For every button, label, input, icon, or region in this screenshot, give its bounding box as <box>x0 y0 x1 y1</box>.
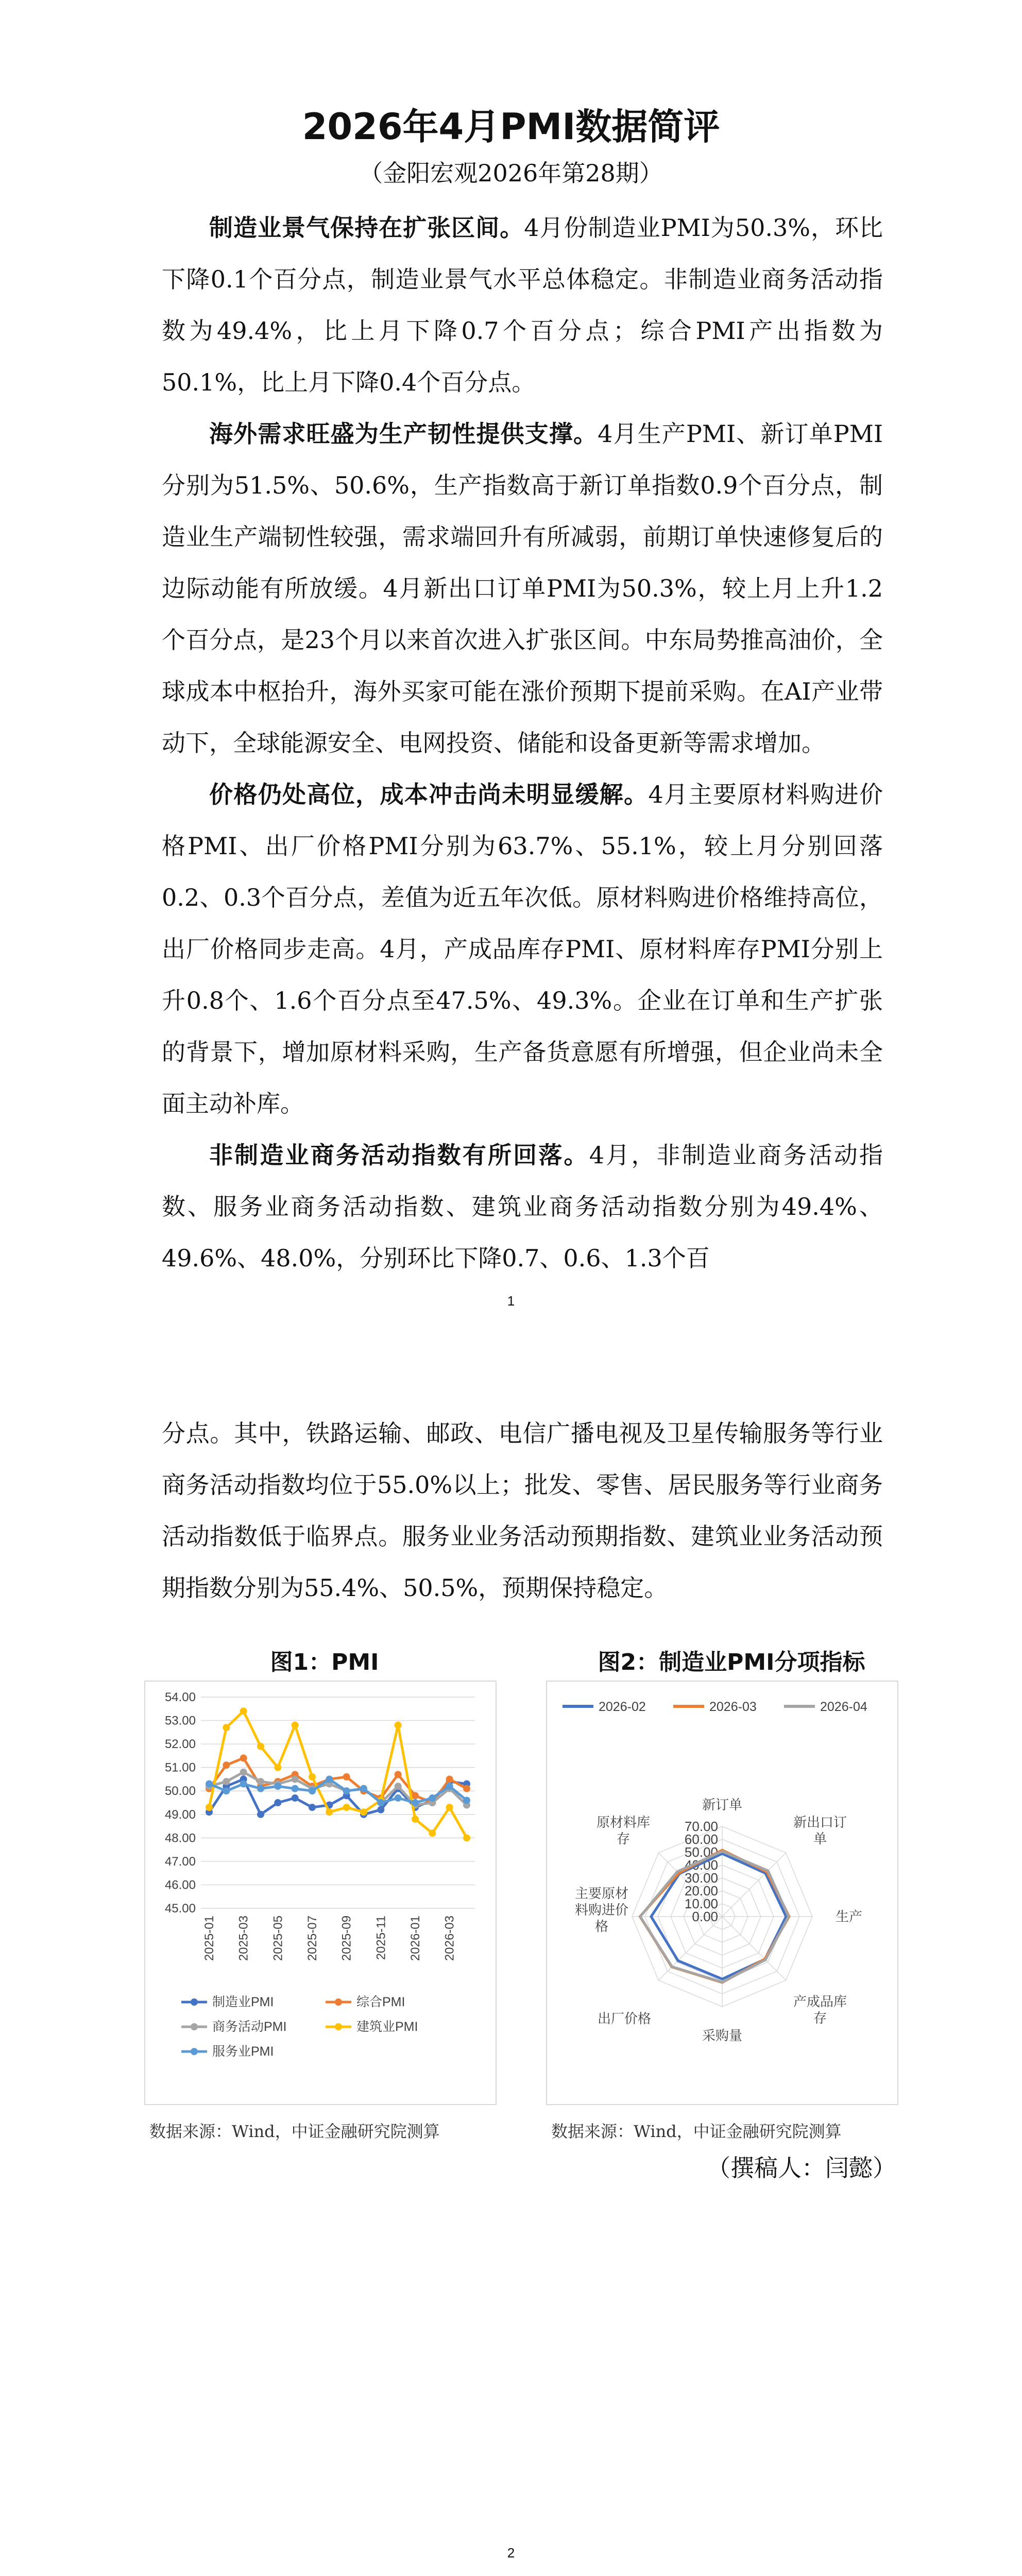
y-tick-label: 45.00 <box>164 1902 196 1916</box>
figure-1-chart <box>144 1681 497 2105</box>
paragraph-4 <box>162 1129 883 1284</box>
r-tick-label: 10.00 <box>684 1896 718 1911</box>
data-point <box>223 1761 230 1769</box>
legend-marker <box>191 2023 198 2030</box>
y-tick-label: 48.00 <box>164 1831 196 1845</box>
legend-label: 制造业PMI <box>212 1995 274 2009</box>
paragraph-1-text: 4月份制造业PMI为50.3%，环比下降0.1个百分点，制造业景气水平总体稳定。非制造业商务活动指数为49.4%，比上月下降0.7个百分点；综合PMI产出指数为50.1%，比上月下降0.4个百分点。 <box>162 214 883 396</box>
paragraph-2 <box>162 408 883 769</box>
legend-label: 商务活动PMI <box>212 2020 287 2034</box>
data-point <box>326 1775 333 1783</box>
paragraph-1 <box>162 202 883 408</box>
data-point <box>240 1707 247 1715</box>
data-point <box>395 1794 402 1802</box>
data-point <box>206 1804 213 1811</box>
legend-marker <box>191 1998 198 2006</box>
r-tick-label: 50.00 <box>684 1844 718 1860</box>
page-number-1: 1 <box>507 1293 515 1309</box>
data-point <box>463 1797 470 1804</box>
data-point <box>360 1785 367 1792</box>
data-point <box>429 1794 436 1802</box>
data-point <box>257 1811 264 1818</box>
data-point <box>292 1722 299 1729</box>
data-point <box>274 1783 281 1790</box>
data-point <box>463 1785 470 1792</box>
x-tick-label: 2025-01 <box>202 1916 216 1961</box>
r-tick-label: 0.00 <box>692 1909 718 1924</box>
data-point <box>429 1829 436 1837</box>
x-tick-label: 2025-09 <box>339 1916 354 1961</box>
data-point <box>223 1778 230 1785</box>
paragraph-4-lead: 非制造业商务活动指数有所回落。 <box>209 1141 589 1169</box>
data-point <box>292 1785 299 1792</box>
data-point <box>395 1722 402 1729</box>
y-tick-label: 49.00 <box>164 1807 196 1822</box>
paragraph-2-text: 4月生产PMI、新订单PMI分别为51.5%、50.6%，生产指数高于新订单指数0.9个百分点，制造业生产端韧性较强，需求端回升有所减弱，前期订单快速修复后的边际动能有所放缓。4月新出口订单PMI为50.3%，较上月上升1.2个百分点，是23个月以来首次进入扩张区间。中东局势推高油价，全球成本中枢抬升，海外买家可能在涨价预期下提前采购。在AI产业带动下，全球能源安全、电网投资、储能和设备更新等需求增加。 <box>162 420 883 757</box>
paragraph-3-lead: 价格仍处高位，成本冲击尚未明显缓解。 <box>209 781 649 808</box>
data-point <box>412 1799 419 1806</box>
y-tick-label: 51.00 <box>164 1760 196 1775</box>
figure-2-chart <box>546 1681 898 2105</box>
paragraph-4-text: 4月，非制造业商务活动指数、服务业商务活动指数、建筑业商务活动指数分别为49.4%、49.6%、48.0%，分别环比下降0.7、0.6、1.3个百 <box>162 1141 883 1272</box>
data-point <box>309 1787 316 1794</box>
radar-spoke <box>722 1917 786 1980</box>
x-tick-label: 2025-07 <box>305 1916 319 1961</box>
legend-label: 建筑业PMI <box>356 2020 418 2034</box>
legend-label: 2026-04 <box>820 1700 867 1714</box>
data-point <box>360 1808 367 1816</box>
y-tick-label: 53.00 <box>164 1714 196 1728</box>
data-point <box>395 1771 402 1778</box>
category-label: 原材料库存 <box>596 1815 651 1846</box>
y-tick-label: 50.00 <box>164 1784 196 1799</box>
data-point <box>463 1834 470 1841</box>
data-point <box>274 1799 281 1806</box>
legend-marker <box>335 1998 342 2006</box>
paragraph-3-text: 4月主要原材料购进价格PMI、出厂价格PMI分别为63.7%、55.1%，较上月分别回落0.2、0.3个百分点，差值为近五年次低。原材料购进价格维持高位，出厂价格同步走高。4月，产成品库存PMI、原材料库存PMI分别上升0.8个、1.6个百分点至47.5%、49.3%。企业在订单和生产扩张的背景下，增加原材料采购，生产备货意愿有所增强，但企业尚未全面主动补库。 <box>162 781 883 1117</box>
data-point <box>240 1754 247 1761</box>
figure-2-source: 数据来源：Wind，中证金融研究院测算 <box>551 2122 842 2141</box>
legend-label: 服务业PMI <box>212 2044 274 2059</box>
r-tick-label: 40.00 <box>684 1857 718 1873</box>
data-point <box>292 1775 299 1783</box>
y-tick-label: 47.00 <box>164 1854 196 1869</box>
continuation-text <box>162 1408 883 1614</box>
r-tick-label: 20.00 <box>684 1883 718 1899</box>
series-line-2 <box>209 1758 467 1803</box>
data-point <box>446 1783 453 1790</box>
paragraph-1-lead: 制造业景气保持在扩张区间。 <box>209 214 524 242</box>
data-point <box>326 1808 333 1816</box>
data-point <box>309 1773 316 1781</box>
legend-label: 综合PMI <box>356 1995 405 2009</box>
data-point <box>274 1764 281 1771</box>
radar-spoke <box>658 1917 722 1980</box>
paragraph-2-lead: 海外需求旺盛为生产韧性提供支撑。 <box>209 420 598 448</box>
body-text <box>162 202 883 1284</box>
y-tick-label: 52.00 <box>164 1737 196 1752</box>
category-label: 生产 <box>836 1909 863 1924</box>
category-label: 新订单 <box>702 1797 743 1812</box>
category-label: 主要原材料购进价格 <box>574 1886 629 1934</box>
legend-label: 2026-02 <box>599 1700 646 1714</box>
legend-label: 2026-03 <box>709 1700 757 1714</box>
data-point <box>395 1783 402 1790</box>
pmi-radar-chart <box>547 1682 897 2104</box>
category-label: 新出口订单 <box>793 1815 847 1846</box>
data-point <box>223 1724 230 1731</box>
legend-marker <box>191 2048 198 2055</box>
r-tick-label: 60.00 <box>684 1832 718 1847</box>
r-tick-label: 70.00 <box>684 1819 718 1834</box>
figure-1-source: 数据来源：Wind，中证金融研究院测算 <box>149 2122 440 2141</box>
data-point <box>257 1743 264 1750</box>
data-point <box>412 1816 419 1823</box>
data-point <box>257 1785 264 1792</box>
x-tick-label: 2026-03 <box>442 1916 457 1961</box>
data-point <box>292 1794 299 1802</box>
data-point <box>257 1778 264 1785</box>
page-number-2: 2 <box>507 2545 515 2561</box>
x-tick-label: 2026-01 <box>408 1916 422 1961</box>
report-subtitle: （金阳宏观2026年第28期） <box>359 159 663 187</box>
data-point <box>377 1806 384 1814</box>
legend-marker <box>335 2023 342 2030</box>
data-point <box>240 1781 247 1788</box>
data-point <box>206 1781 213 1788</box>
figure-1-title: 图1：PMI <box>270 1649 379 1675</box>
data-point <box>309 1804 316 1811</box>
data-point <box>446 1775 453 1783</box>
page-2 <box>0 1391 1022 2576</box>
paragraph-3 <box>162 769 883 1129</box>
data-point <box>240 1769 247 1776</box>
x-tick-label: 2025-11 <box>374 1916 388 1960</box>
y-tick-label: 54.00 <box>164 1690 196 1704</box>
x-tick-label: 2025-05 <box>271 1916 285 1961</box>
category-label: 采购量 <box>702 2028 743 2043</box>
category-label: 出厂价格 <box>597 2011 652 2026</box>
y-tick-label: 46.00 <box>164 1878 196 1892</box>
paragraph-4-continued: 分点。其中，铁路运输、邮政、电信广播电视及卫星传输服务等行业商务活动指数均位于55.0%以上；批发、零售、居民服务等行业商务活动指数低于临界点。服务业业务活动预期指数、建筑业业务活动预期指数分别为55.4%、50.5%，预期保持稳定。 <box>162 1419 883 1602</box>
data-point <box>343 1804 350 1811</box>
figure-2-title: 图2：制造业PMI分项指标 <box>598 1649 865 1675</box>
data-point <box>343 1787 350 1794</box>
category-label: 产成品库存 <box>793 1994 847 2026</box>
x-tick-label: 2025-03 <box>236 1916 251 1961</box>
data-point <box>446 1804 453 1811</box>
data-point <box>343 1773 350 1781</box>
report-title: 2026年4月PMI数据简评 <box>302 106 720 148</box>
data-point <box>377 1799 384 1806</box>
radar-spoke <box>722 1853 786 1917</box>
pmi-line-chart <box>145 1682 496 2104</box>
data-point <box>223 1787 230 1794</box>
r-tick-label: 30.00 <box>684 1870 718 1886</box>
author-credit: （撰稿人：闫懿） <box>707 2154 896 2182</box>
